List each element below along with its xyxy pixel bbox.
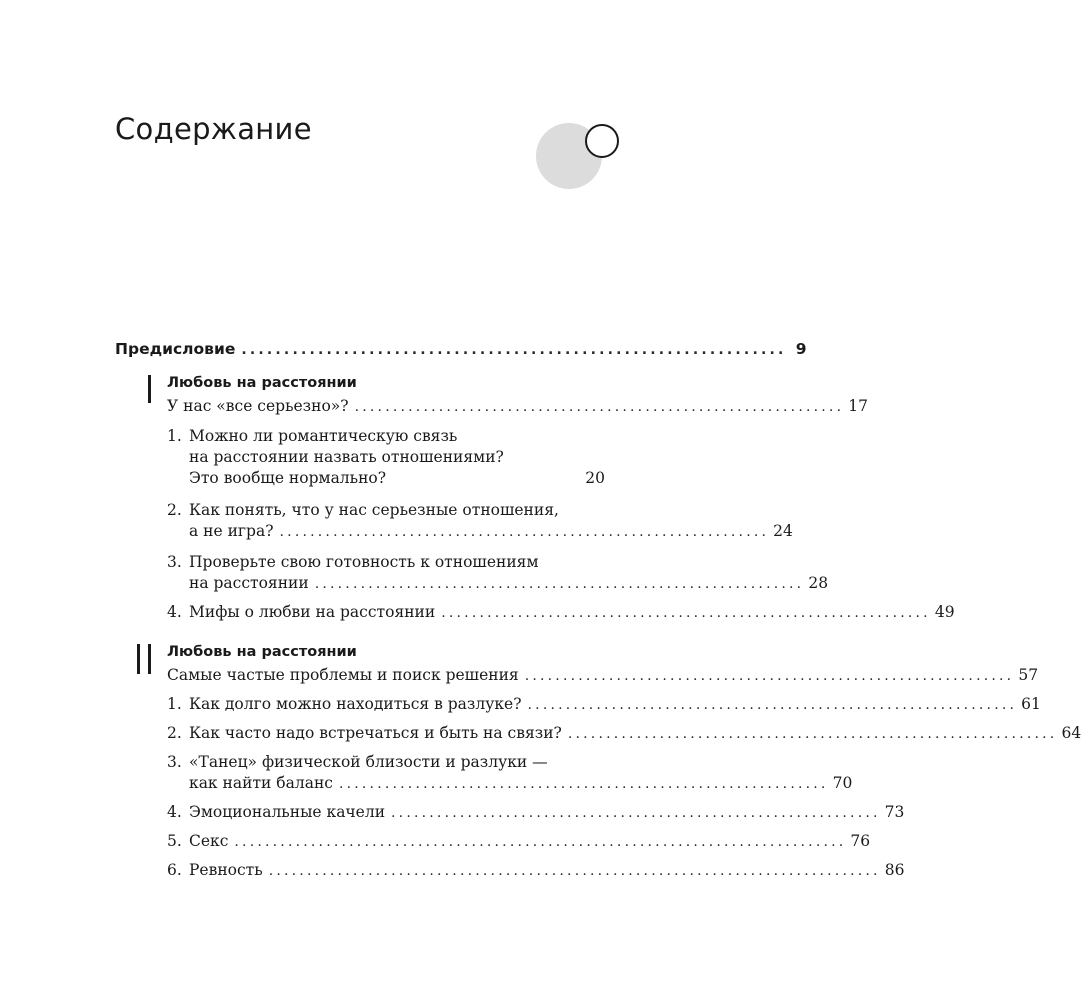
- toc-entry-part-one-subtitle[interactable]: [167, 396, 868, 417]
- toc-page-number: 57: [1018, 666, 1039, 684]
- toc-entry-label: на расстоянии: [189, 574, 309, 592]
- chapter-number: 3.: [167, 553, 182, 571]
- dot-leader: ................................................................: [241, 342, 787, 358]
- toc-page-number: 61: [1021, 695, 1041, 713]
- dot-leader: ................................................................: [314, 576, 805, 592]
- toc-entry-foreword[interactable]: [115, 339, 807, 360]
- chapter-number: 4.: [167, 803, 182, 821]
- toc-entry-label: Как долго можно находиться в разлуке?: [189, 695, 522, 713]
- chapter-number: 5.: [167, 832, 182, 850]
- chapter-number: 2.: [167, 501, 182, 519]
- dot-leader: ................................................................: [338, 776, 829, 792]
- toc-entry-part-two-chapter-4[interactable]: [189, 802, 905, 823]
- chapter-number: 4.: [167, 603, 182, 621]
- toc-page-number: 49: [934, 603, 955, 621]
- dot-leader: ................................................................................: [268, 863, 881, 879]
- chapter-number: 3.: [167, 753, 182, 771]
- dot-leader: ................................................................: [567, 726, 1058, 742]
- dot-leader: ................................................................................: [234, 834, 847, 850]
- toc-entry-label: Как понять, что у нас серьезные отношения,: [189, 501, 559, 519]
- toc-page-number: 20: [585, 469, 605, 487]
- toc-entry-label: как найти баланс: [189, 774, 333, 792]
- chapter-number: 6.: [167, 861, 182, 879]
- dot-leader: ................................................................: [524, 668, 1015, 684]
- toc-entry-label: Мифы о любви на расстоянии: [189, 603, 436, 621]
- dot-leader: ................................................................: [391, 805, 881, 821]
- toc-page-number: 86: [884, 861, 905, 879]
- toc-entry-label: а не игра?: [189, 522, 274, 540]
- toc-entry-part-two-chapter-6[interactable]: [189, 860, 905, 881]
- part-two-title: Любовь на расстоянии: [167, 644, 357, 660]
- toc-entry-label: Можно ли романтическую связь: [189, 427, 458, 445]
- toc-page-number: 24: [773, 522, 793, 540]
- toc-entry-part-two-chapter-3[interactable]: [189, 773, 853, 794]
- dot-leader: ................................................................: [279, 524, 770, 540]
- chapter-number: 1.: [167, 695, 182, 713]
- toc-page-number: 17: [848, 397, 868, 415]
- toc-page-number: 9: [795, 340, 807, 358]
- part-two-marker: [148, 644, 151, 674]
- toc-entry-part-two-chapter-5[interactable]: [189, 831, 871, 852]
- chapter-number: 2.: [167, 724, 182, 742]
- toc-entry-part-two-chapter-1[interactable]: [189, 694, 1041, 715]
- part-two-marker: [137, 644, 140, 674]
- toc-entry-label: Ревность: [189, 861, 263, 879]
- toc-entry-label: У нас «все серьезно»?: [167, 397, 349, 415]
- decorative-circles-icon: [528, 118, 624, 198]
- toc-entry-label: «Танец» физической близости и разлуки —: [189, 753, 548, 771]
- dot-leader: ................................................................: [527, 697, 1018, 713]
- toc-entry-label: Как часто надо встречаться и быть на связи?: [189, 724, 562, 742]
- chapter-number: 1.: [167, 427, 182, 445]
- dot-leader: ................................................................: [441, 605, 931, 621]
- toc-page-number: 76: [850, 832, 871, 850]
- part-one-title: Любовь на расстоянии: [167, 375, 357, 391]
- toc-entry-label: Предисловие: [115, 340, 236, 358]
- toc-page-number: 64: [1061, 724, 1081, 742]
- toc-page-number: 70: [832, 774, 853, 792]
- toc-entry-part-two-chapter-2[interactable]: [189, 723, 1081, 744]
- toc-entry-part-one-chapter-1[interactable]: [189, 468, 605, 488]
- toc-page-number: 73: [884, 803, 905, 821]
- toc-entry-part-one-chapter-4[interactable]: [189, 602, 955, 623]
- toc-entry-label: на расстоянии назвать отношениями?: [189, 448, 504, 466]
- part-one-marker: [148, 375, 151, 403]
- page-title: Содержание: [115, 112, 312, 146]
- dot-leader: ................................................................: [354, 399, 845, 415]
- toc-entry-label: Проверьте свою готовность к отношениям: [189, 553, 539, 571]
- toc-entry-part-one-chapter-3[interactable]: [189, 573, 829, 594]
- toc-entry-label: Это вообще нормально?: [189, 469, 387, 487]
- toc-entry-label: Секс: [189, 832, 229, 850]
- toc-entry-part-one-chapter-2[interactable]: [189, 521, 793, 542]
- toc-entry-part-two-subtitle[interactable]: [167, 665, 1039, 686]
- toc-entry-label: Эмоциональные качели: [189, 803, 386, 821]
- toc-page-number: 28: [808, 574, 829, 592]
- toc-entry-label: Самые частые проблемы и поиск решения: [167, 666, 519, 684]
